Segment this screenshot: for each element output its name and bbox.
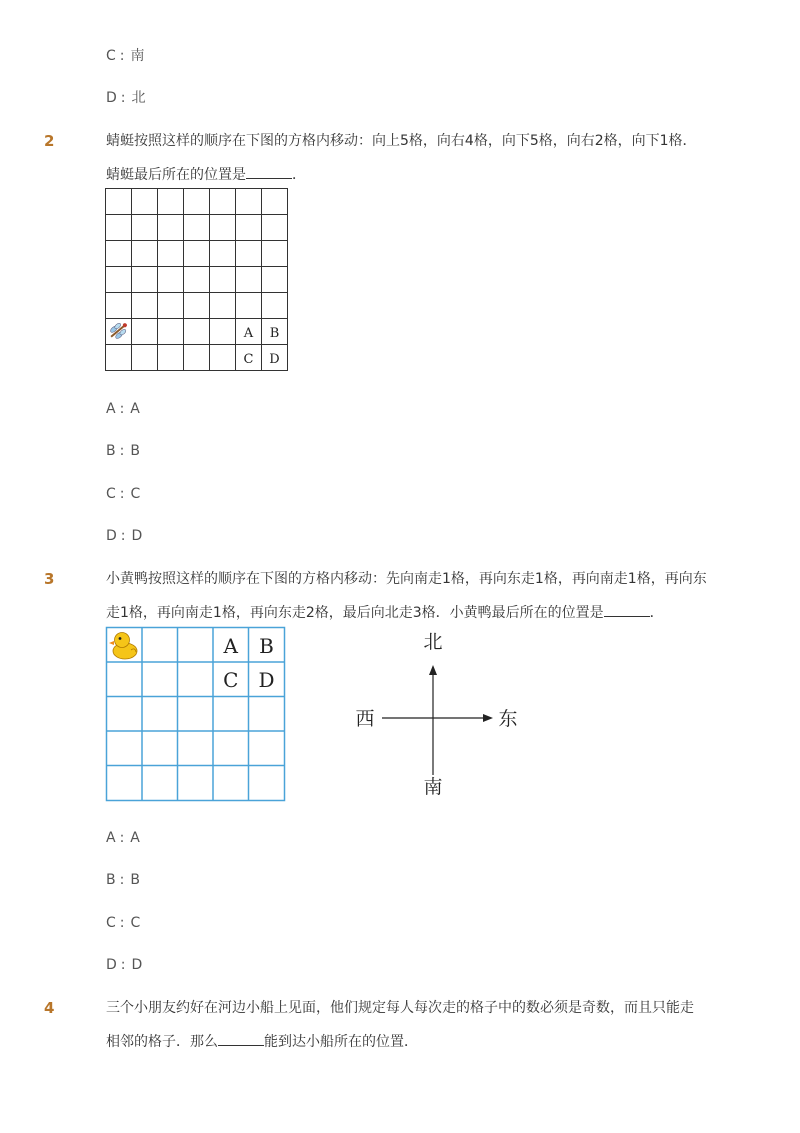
compass-east-label: 东 xyxy=(498,708,518,730)
q2-grid xyxy=(104,187,289,373)
compass-diagram xyxy=(345,625,530,805)
q2-option-c[interactable]: C : C xyxy=(106,486,141,502)
q2-number: 2 xyxy=(44,132,55,150)
q1-option-d[interactable]: D : 北 xyxy=(106,90,146,106)
duck-icon xyxy=(109,633,137,660)
q2-grid-label-b: B xyxy=(269,326,280,341)
q3-option-c[interactable]: C : C xyxy=(106,915,141,931)
q3-text-line2: 走1格，再向南走1格，再向东走2格，最后向北走3格．小黄鸭最后所在的位置是 ． xyxy=(106,602,664,622)
dragonfly-icon xyxy=(107,319,130,341)
q2-option-b[interactable]: B : B xyxy=(106,443,140,459)
q3-option-a[interactable]: A : A xyxy=(106,830,140,846)
q3-grid-label-c: C xyxy=(223,668,239,692)
q3-option-b[interactable]: B : B xyxy=(106,872,140,888)
q3-grid-label-a: A xyxy=(223,634,238,658)
q4-text-line2: 相邻的格子．那么 能到达小船所在的位置． xyxy=(106,1031,418,1051)
compass-south-label: 南 xyxy=(423,776,443,798)
compass-north-label: 北 xyxy=(423,631,443,653)
q3-text-line1: 小黄鸭按照这样的顺序在下图的方格内移动：先向南走1格，再向东走1格，再向南走1格，再向东 xyxy=(106,571,707,587)
q3-grid xyxy=(105,626,287,804)
q3-grid-label-b: B xyxy=(259,634,274,658)
q1-option-c[interactable]: C : 南 xyxy=(106,48,145,64)
q3-number: 3 xyxy=(44,570,55,588)
q2-answer-blank[interactable] xyxy=(246,164,292,179)
q4-text-line1: 三个小朋友约好在河边小船上见面，他们规定每人每次走的格子中的数必须是奇数，而且只能走 xyxy=(106,1000,694,1016)
q3-option-d[interactable]: D : D xyxy=(106,957,143,973)
q3-answer-blank[interactable] xyxy=(604,602,650,617)
q2-option-d[interactable]: D : D xyxy=(106,528,143,544)
q2-grid-label-d: D xyxy=(269,352,280,367)
q2-grid-label-a: A xyxy=(243,326,254,341)
compass-west-label: 西 xyxy=(355,708,375,730)
q3-grid-label-d: D xyxy=(258,668,275,692)
q4-answer-blank[interactable] xyxy=(218,1031,264,1046)
q2-text-line1: 蜻蜓按照这样的顺序在下图的方格内移动：向上5格，向右4格，向下5格，向右2格，向下1格． xyxy=(106,133,697,149)
q4-number: 4 xyxy=(44,999,55,1017)
q2-grid-label-c: C xyxy=(243,352,254,367)
q2-text-line2: 蜻蜓最后所在的位置是 ． xyxy=(106,164,306,184)
q2-option-a[interactable]: A : A xyxy=(106,401,140,417)
